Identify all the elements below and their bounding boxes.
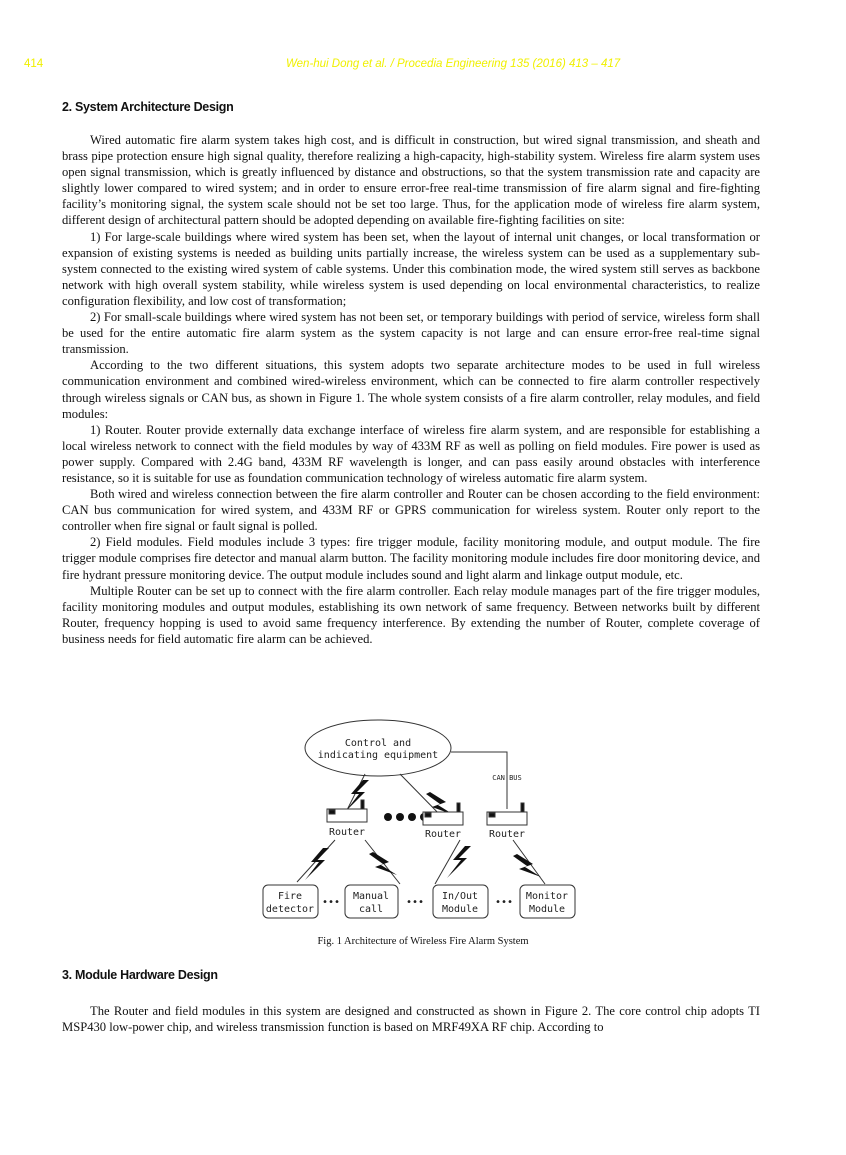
module-label: Module [441, 904, 479, 915]
module-label: In/Out [441, 891, 479, 902]
module-label: Module [528, 904, 566, 915]
router-label: Router [328, 827, 366, 838]
controller-label: Control and [344, 738, 412, 749]
paragraph: According to the two different situations, this system adopts two separate architecture modes to be used in full wireless communication environment and combined wired-wireless environment, which can be connected to fire alarm controller respectively through wireless signals or CAN bus, as shown in Figure 1. The whole system consists of a fire alarm controller, relay modules, and field modules: [62, 358, 760, 421]
controller-label: indicating equipment [317, 750, 439, 761]
paragraph: The Router and field modules in this system are designed and constructed as shown in Figure 2. The core control chip adopts TI MSP430 low-power chip, and wireless transmission function is based on MRF49XA RF chip. According to [62, 1004, 760, 1035]
lightning-icon [447, 846, 471, 878]
paragraph: Both wired and wireless connection between the fire alarm controller and Router can be chosen according to the field environment: CAN bus communication for wired system, and 433M RF or GPRS communication for wireless system. Router only report to the controller when fire signal or fault signal is polled. [62, 487, 760, 534]
paragraph: 2) Field modules. Field modules include 3 types: fire trigger module, facility monitoring module, and output module. The fire trigger module comprises fire detector and manual alarm button. The facility monitoring module includes fire door monitoring device, and fire hydrant pressure monitoring device. The output module includes sound and light alarm and linkage output module, etc. [62, 535, 760, 582]
module-label: detector [265, 904, 315, 915]
paragraph: 1) For large-scale buildings where wired system has been set, when the layout of internal unit changes, or local transformation or expansion of existing systems is needed as building units partially increase, the wireless system can be used as a supplementary sub-system connected to the existing wired system of cable systems. Under this combination mode, the wired system still serves as backbone network with high overall system stability, while wireless system is used depending on local environmental characteristics, to realize configuration flexibility, and low cost of transformation; [62, 229, 760, 308]
section-3-body [62, 1003, 760, 1035]
module-label: call [358, 904, 384, 915]
section-3-heading: 3. Module Hardware Design [62, 968, 218, 982]
module-label: Fire [277, 891, 303, 902]
paragraph: 1) Router. Router provide externally data exchange interface of wireless fire alarm system, and are responsible for establishing a local wireless network to connect with the field modules by way of 433M RF as well as polling on field modules. Fire power is used as power supply. Compared with 2.4G band, 433M RF wavelength is longer, and can pass easily around obstacles with interference resistance, so it is suitable for use as foundation communication technology of wireless automatic fire alarm system. [62, 422, 760, 485]
running-title: Wen-hui Dong et al. / Procedia Engineering 135 (2016) 413 – 417 [286, 58, 621, 70]
router-icon [423, 803, 463, 825]
lightning-icon [305, 848, 329, 880]
section-2-body [62, 132, 760, 647]
router-label: Router [488, 829, 526, 840]
ellipsis: ••• [321, 897, 341, 908]
router-icon [327, 800, 367, 822]
can-bus-label: CAN BUS [492, 774, 522, 782]
page-number: 414 [24, 58, 44, 70]
router-label: Router [424, 829, 462, 840]
ellipsis: ••• [494, 897, 514, 908]
paragraph: Multiple Router can be set up to connect with the fire alarm controller. Each relay module manages part of the fire trigger modules, facility monitoring modules and output modules, establishing its own network of same frequency. Between networks built by different Router, frequency hopping is used to avoid same frequency interference. By extending the number of Router, complete coverage of business needs for field automatic fire alarm can be achieved. [62, 583, 760, 646]
module-label: Manual [352, 891, 390, 902]
figure-1-diagram [255, 712, 585, 927]
router-icons [327, 800, 527, 825]
paragraph: Wired automatic fire alarm system takes high cost, and is difficult in construction, but wired signal transmission, and sheath and brass pipe protection ensure high signal quality, therefore realizing a high-capacity, high-stability system. Wireless fire alarm system uses open signal transmission, which is greatly influenced by distance and obstructions, so that the system transmission rate and capacity are slightly lower compared to wired system; and in order to ensure error-free real-time transmission of fire alarm signal and fire-fighting facility’s monitoring signal, the system scale should not be set too large. Thus, for the application mode of wireless fire alarm system, different design of architectural pattern should be adopted depending on available fire-fighting facilities on site: [62, 133, 760, 228]
module-label: Monitor [525, 891, 569, 902]
ellipsis: ••• [405, 897, 425, 908]
lightning-icon [369, 852, 397, 875]
figure-caption: Fig. 1 Architecture of Wireless Fire Alarm System [317, 936, 529, 947]
section-2-heading: 2. System Architecture Design [62, 100, 234, 114]
paragraph: 2) For small-scale buildings where wired system has not been set, or temporary buildings with period of service, wireless form shall be used for the entire automatic fire alarm system as the system capacity is not large and can ensure error-free real-time signal transmission. [62, 310, 760, 357]
